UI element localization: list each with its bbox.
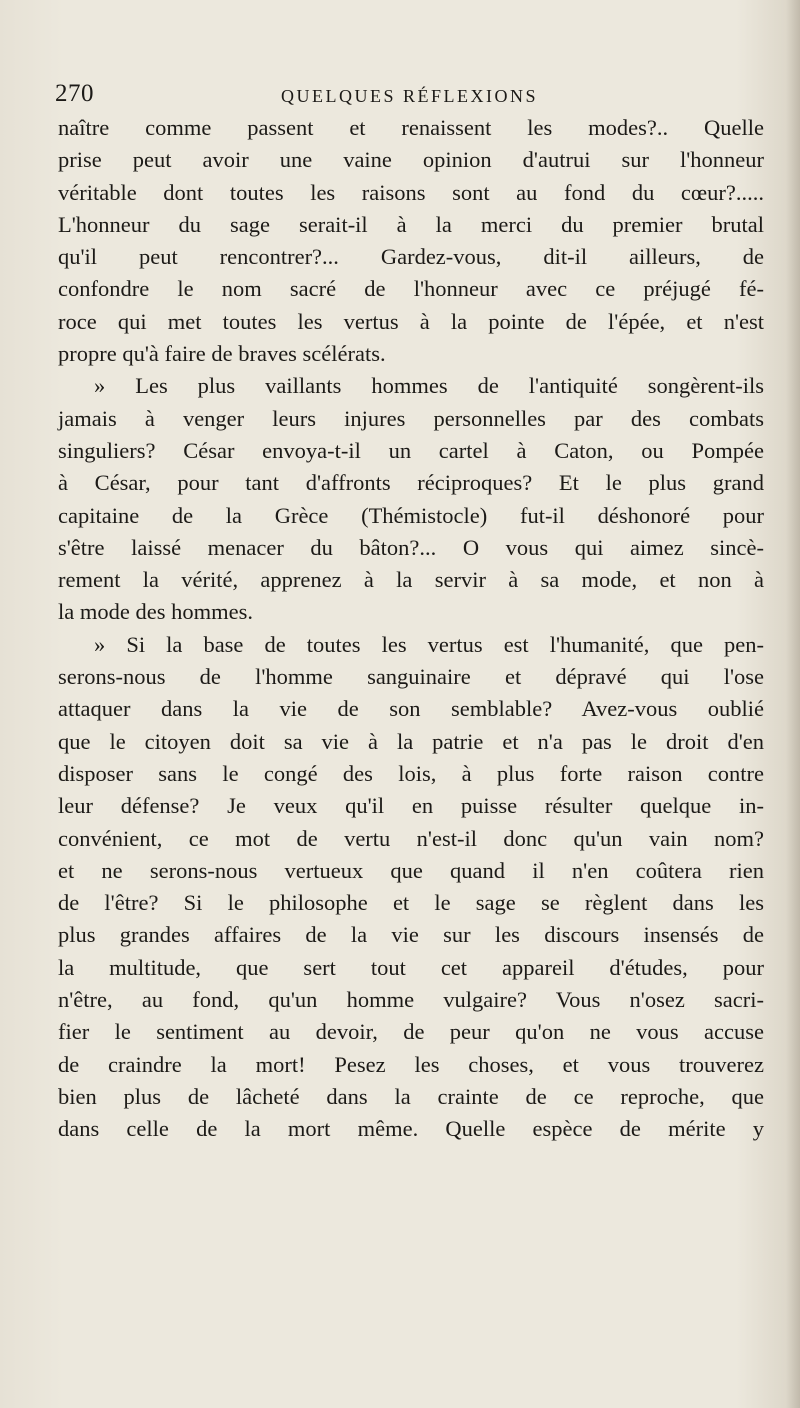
- text-line: qu'il peut rencontrer?... Gardez-vous, dit-il ailleurs, de: [58, 244, 764, 270]
- text-line: prise peut avoir une vaine opinion d'autrui sur l'honneur: [58, 147, 764, 173]
- text-line: la mode des hommes.: [58, 599, 253, 625]
- text-line: de l'être? Si le philosophe et le sage se règlent dans les: [58, 890, 764, 916]
- text-line: plus grandes affaires de la vie sur les discours insensés de: [58, 922, 764, 948]
- text-line: disposer sans le congé des lois, à plus forte raison contre: [58, 760, 764, 786]
- body-text: [58, 112, 764, 1146]
- text-line: et ne serons-nous vertueux que quand il n'en coûtera rien: [58, 857, 764, 883]
- text-line: que le citoyen doit sa vie à la patrie et n'a pas le droit d'en: [58, 728, 764, 754]
- text-line: dans celle de la mort même. Quelle espèce de mérite y: [58, 1116, 764, 1142]
- text-line: à César, pour tant d'affronts réciproques? Et le plus grand: [58, 470, 764, 496]
- text-line: n'être, au fond, qu'un homme vulgaire? Vous n'osez sacri-: [58, 987, 764, 1013]
- page-number: 270: [55, 80, 94, 107]
- text-line: propre qu'à faire de braves scélérats.: [58, 341, 386, 367]
- text-line: naître comme passent et renaissent les modes?.. Quelle: [58, 115, 764, 140]
- text-line: roce qui met toutes les vertus à la pointe de l'épée, et n'est: [58, 308, 764, 334]
- text-line: bien plus de lâcheté dans la crainte de ce reproche, que: [58, 1083, 764, 1109]
- paragraph-start-line: » Si la base de toutes les vertus est l'humanité, que pen-: [94, 631, 764, 657]
- text-line: rement la vérité, apprenez à la servir à sa mode, et non à: [58, 567, 764, 593]
- text-line: singuliers? César envoya-t-il un cartel à Caton, ou Pompée: [58, 437, 764, 463]
- text-line: L'honneur du sage serait-il à la merci du premier brutal: [58, 211, 764, 237]
- text-line: la multitude, que sert tout cet appareil d'études, pour: [58, 954, 764, 980]
- text-line: convénient, ce mot de vertu n'est-il donc qu'un vain nom?: [58, 825, 764, 851]
- text-line: capitaine de la Grèce (Thémistocle) fut-il déshonoré pour: [58, 502, 764, 528]
- text-line: serons-nous de l'homme sanguinaire et dépravé qui l'ose: [58, 664, 764, 690]
- text-line: véritable dont toutes les raisons sont au fond du cœur?.....: [58, 179, 764, 205]
- text-line: fier le sentiment au devoir, de peur qu'on ne vous accuse: [58, 1019, 764, 1045]
- text-line: de craindre la mort! Pesez les choses, et vous trouverez: [58, 1051, 764, 1077]
- text-line: jamais à venger leurs injures personnelles par des combats: [58, 405, 764, 431]
- text-line: leur défense? Je veux qu'il en puisse résulter quelque in-: [58, 793, 764, 819]
- page-edge-shadow: [786, 0, 800, 1408]
- text-line: attaquer dans la vie de son semblable? Avez-vous oublié: [58, 696, 764, 722]
- text-line: s'être laissé menacer du bâton?... O vous qui aimez sincè-: [58, 534, 764, 560]
- running-title: QUELQUES RÉFLEXIONS: [281, 86, 538, 106]
- paragraph-start-line: » Les plus vaillants hommes de l'antiquité songèrent-ils: [94, 373, 764, 399]
- text-line: confondre le nom sacré de l'honneur avec ce préjugé fé-: [58, 276, 764, 302]
